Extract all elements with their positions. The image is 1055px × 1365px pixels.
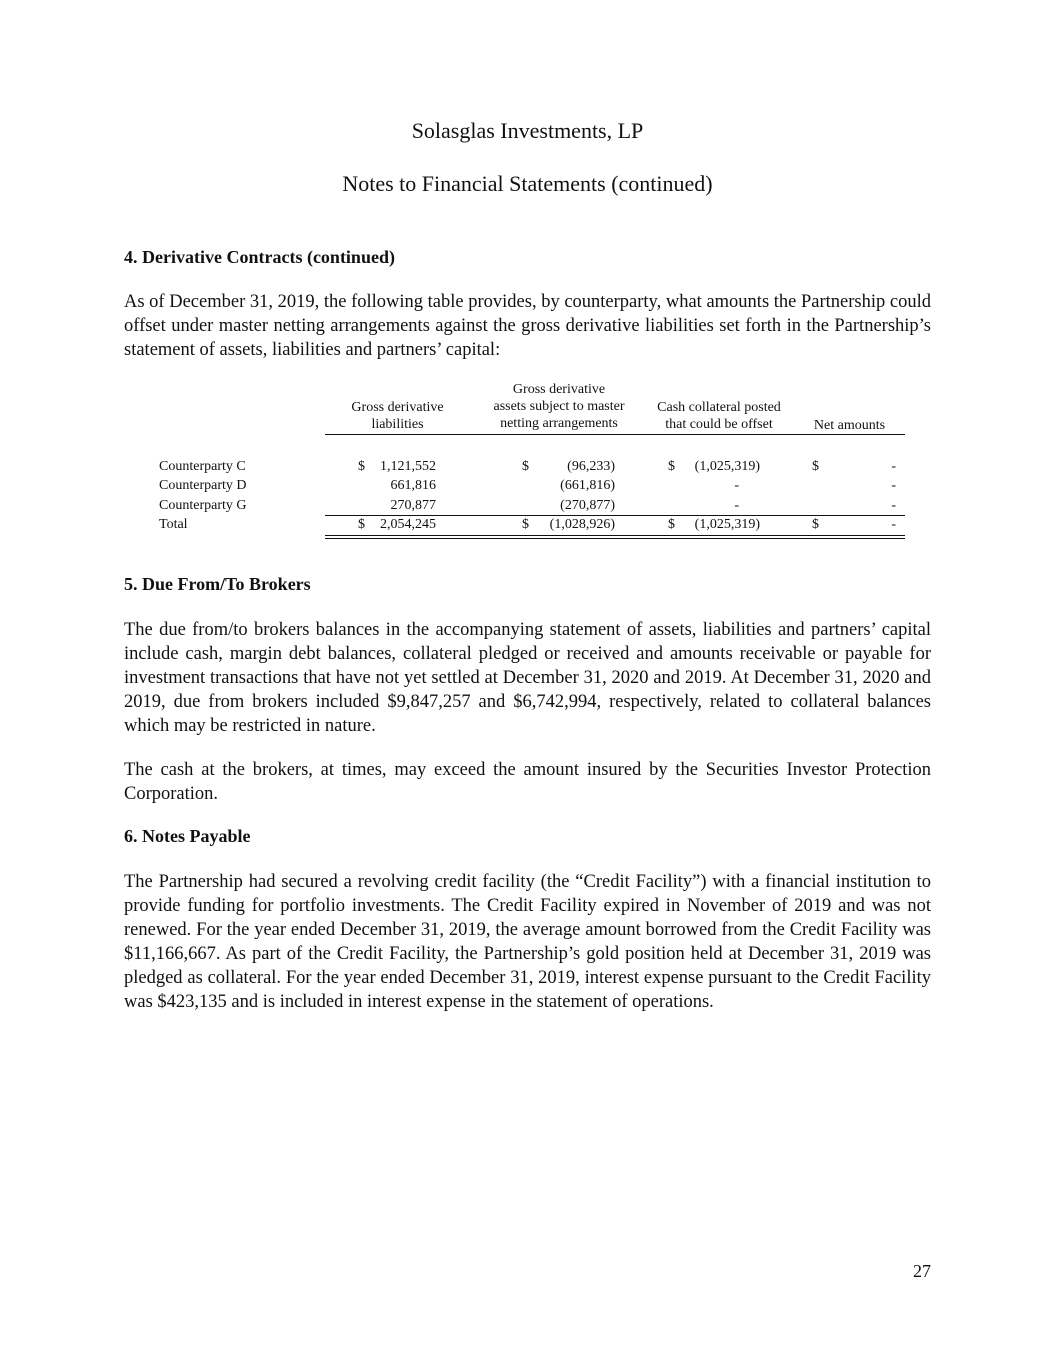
col-header-line: Cash collateral posted	[657, 400, 781, 415]
col-header-line: Gross derivative	[351, 400, 444, 415]
section-6-heading: 6. Notes Payable	[124, 826, 251, 846]
currency-symbol: $	[522, 517, 529, 532]
row-label: Counterparty D	[159, 478, 247, 493]
total-label: Total	[159, 517, 188, 532]
col-header-net-amounts	[797, 417, 902, 434]
row-label: Counterparty G	[159, 498, 247, 513]
total-gross-liabilities: 2,054,245	[380, 517, 436, 532]
gross-liabilities-value: 661,816	[390, 478, 436, 493]
cash-collateral-value: (1,025,319)	[694, 459, 760, 474]
gross-assets-value: (270,877)	[560, 498, 615, 513]
col-header-line: Gross derivative	[512, 382, 606, 397]
total-double-rule	[325, 535, 905, 536]
cash-collateral-value: -	[734, 498, 739, 513]
cash-collateral-value: -	[734, 478, 739, 493]
currency-symbol: $	[812, 517, 819, 532]
document-subtitle: Notes to Financial Statements (continued)	[342, 171, 713, 196]
net-amount-value: -	[891, 478, 896, 493]
currency-symbol: $	[668, 517, 675, 532]
total-net-amount: -	[891, 517, 896, 532]
col-header-gross-assets	[478, 381, 640, 432]
col-header-line: netting arrangements	[500, 416, 618, 431]
gross-assets-value: (96,233)	[567, 459, 615, 474]
section-5-paragraph-1: The due from/to brokers balances in the accompanying statement of assets, liabilities and partners’ capital include cash, margin debt balances, collateral pledged or received and amounts receivable or payable for investment transactions that have not yet settled at December 31, 2020 and 2019. At December 31, 2020 and 2019, due from brokers included $9,847,257 and $6,742,994, respectively, related to collateral balances which may be restricted in nature.	[124, 620, 931, 736]
net-amount-value: -	[891, 498, 896, 513]
currency-symbol: $	[668, 459, 675, 474]
gross-liabilities-value: 270,877	[390, 498, 436, 513]
currency-symbol: $	[358, 459, 365, 474]
gross-liabilities-value: 1,121,552	[380, 459, 436, 474]
header-rule	[325, 434, 905, 435]
net-amount-value: -	[891, 459, 896, 474]
total-cash-collateral: (1,025,319)	[694, 517, 760, 532]
gross-assets-value: (661,816)	[560, 478, 615, 493]
page-number: 27	[913, 1261, 931, 1281]
section-4-intro: As of December 31, 2019, the following table provides, by counterparty, what amounts the Partnership could offset under master netting arrangements against the gross derivative liabilities set forth in the Partnership’s statement of assets, liabilities and partners’ capital:	[124, 292, 931, 360]
section-6-paragraph: The Partnership had secured a revolving credit facility (the “Credit Facility”) with a financial institution to provide funding for portfolio investments. The Credit Facility expired in November of 2019 and was not renewed. For the year ended December 31, 2019, the average amount borrowed from the Credit Facility was $11,166,667. As part of the Credit Facility, the Partnership’s gold position held at December 31, 2019 was pledged as collateral. For the year ended December 31, 2019, interest expense pursuant to the Credit Facility was $423,135 and is included in interest expense in the statement of operations.	[124, 872, 931, 1012]
col-header-line: that could be offset	[665, 417, 773, 432]
col-header-cash-collateral	[645, 399, 793, 433]
total-gross-assets: (1,028,926)	[549, 517, 615, 532]
col-header-line: Net amounts	[813, 418, 886, 433]
section-5-paragraph-2: The cash at the brokers, at times, may exceed the amount insured by the Securities Investor Protection Corporation.	[124, 760, 931, 804]
currency-symbol: $	[522, 459, 529, 474]
col-header-line: assets subject to master	[493, 399, 625, 414]
currency-symbol: $	[358, 517, 365, 532]
row-label: Counterparty C	[159, 459, 246, 474]
company-name: Solasglas Investments, LP	[411, 118, 644, 143]
total-double-rule	[325, 538, 905, 539]
currency-symbol: $	[812, 459, 819, 474]
section-5-heading: 5. Due From/To Brokers	[124, 574, 311, 594]
col-header-gross-liabilities	[325, 399, 470, 433]
section-4-heading: 4. Derivative Contracts (continued)	[124, 247, 395, 267]
col-header-line: liabilities	[371, 417, 424, 432]
